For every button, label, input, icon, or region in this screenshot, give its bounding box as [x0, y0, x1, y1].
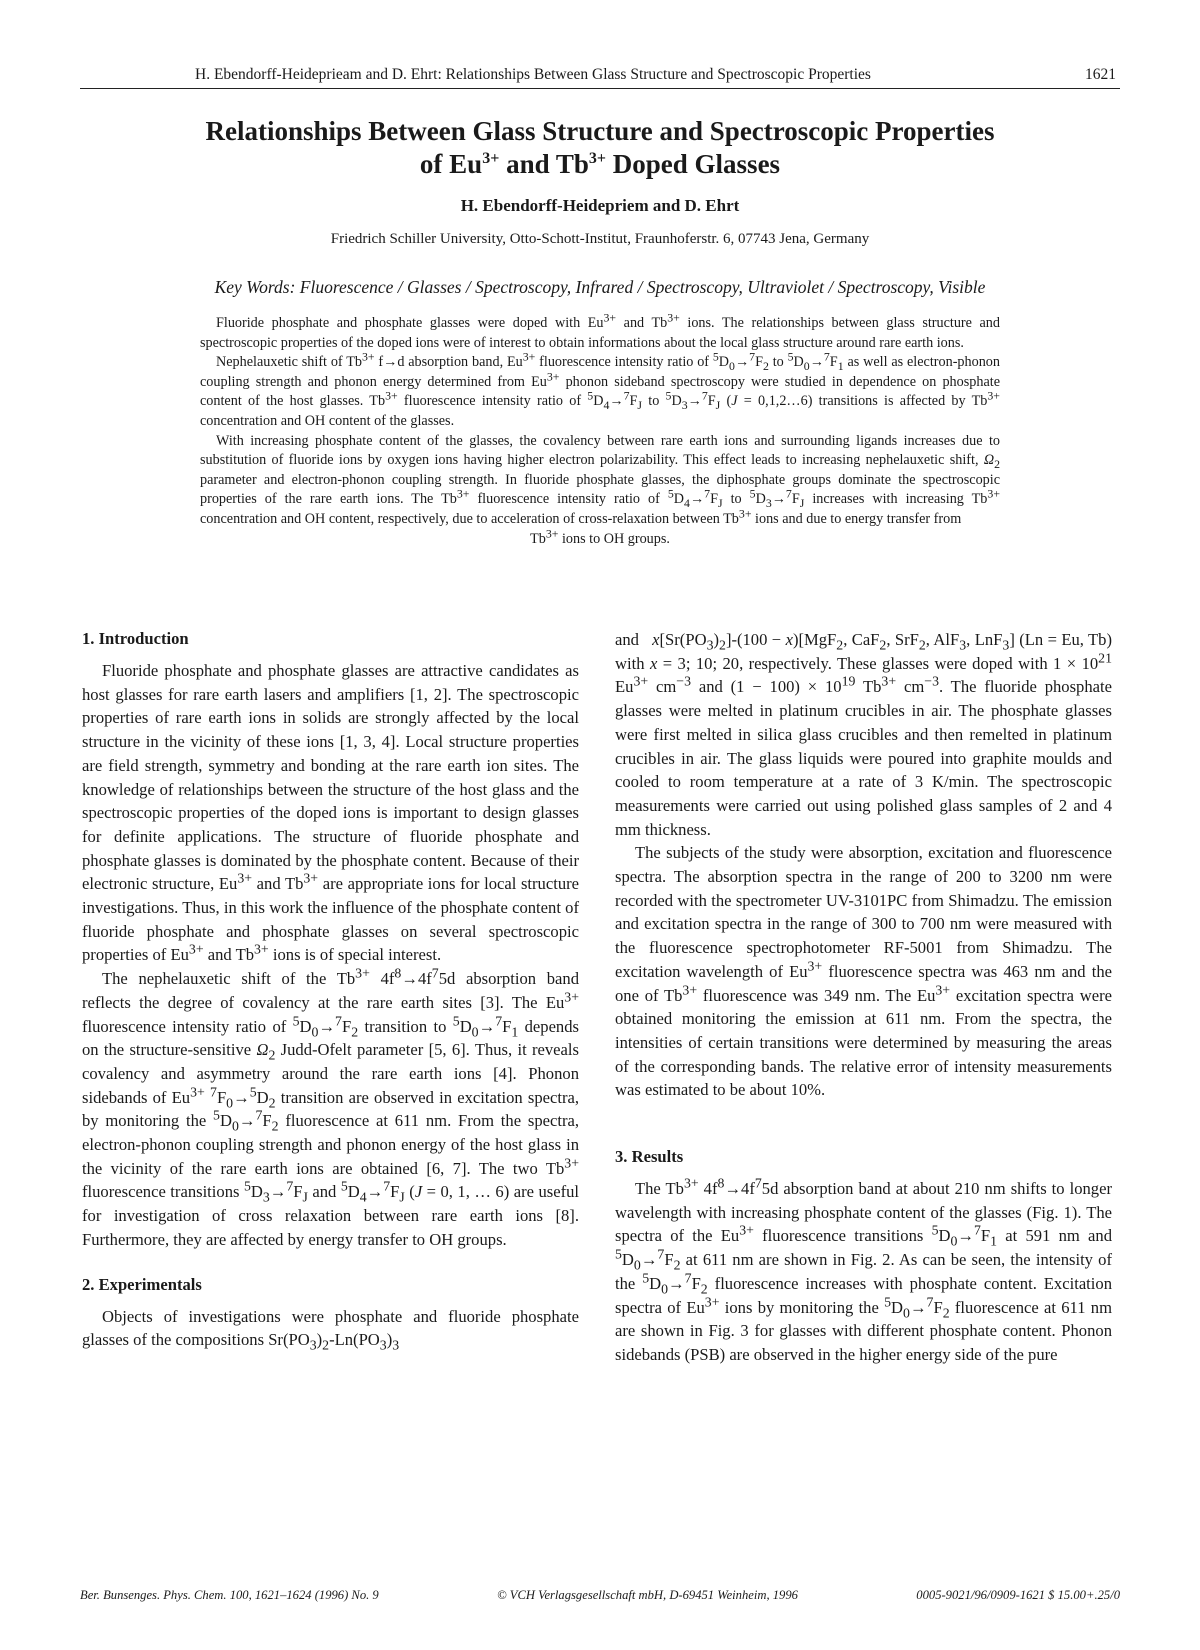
body-paragraph: The subjects of the study were absorption, excitation and fluorescence spectra. The absorption spectra in the range of 200 to 3200 nm were recorded with the spectrometer UV-3101PC from Shimadzu. The emission and excitation spectra in the range of 300 to 700 nm were measured with the fluorescence spectrophotometer RF-5001 from Shimadzu. The excitation wavelength of $Eu^{3+}$ fluorescence spectra was 463 nm and the one of $Tb^{3+}$ fluorescence was 349 nm. The $Eu^{3+}$ excitation spectra were obtained monitoring the emission at 611 nm. From the spectra, the intensities of certain transitions were determined by measuring the areas of the corresponding bands. The relative error of intensity measurements was estimated to be about 10%.	[615, 843, 1112, 1100]
abstract	[200, 310, 1000, 549]
body-paragraph: The nephelauxetic shift of the $Tb^{3+}$ $4f^8\to 4f^75d$ absorption band reflects the degree of covalency at the rare earth sites [3]. The $Eu^{3+}$ fluorescence intensity ratio of $^5D_0\to^7F_2$ transition to $^5D_0\to^7F_1$ depends on the structure-sensitive $\Omega_2$ Judd-Ofelt parameter [5, 6]. Thus, it reveals covalency and asymmetry around the rare earth ions [4]. Phonon sidebands of $Eu^{3+}$ $^7F_0\to^5D_2$ transition are observed in excitation spectra, by monitoring the $^5D_0\to^7F_2$ fluorescence at 611 nm. From the spectra, electron-phonon coupling strength and phonon energy of the host glass in the vicinity of the rare earth ions are obtained [6, 7]. The two $Tb^{3+}$ fluorescence transitions $^5D_3\to^7F_J$ and $^5D_4\to^7F_J$ (J = 0, 1, … 6) are useful for investigation of cross relaxation between rare earth ions [8]. Furthermore, they are affected by energy transfer to OH groups.	[82, 965, 580, 1249]
paper-title-line1: Relationships Between Glass Structure and Spectroscopic Properties	[205, 116, 995, 146]
running-title: H. Ebendorff-Heideprieam and D. Ehrt: Relationships Between Glass Structure and Spectroscopic Properties	[195, 66, 871, 83]
footer-journal: Ber. Bunsenges. Phys. Chem. 100, 1621–1624 (1996) No. 9	[80, 1588, 379, 1602]
abstract-paragraph: $Tb^{3+}$ ions to OH groups.	[530, 525, 670, 547]
abstract-paragraph: With increasing phosphate content of the glasses, the covalency between rare earth ions and surrounding ligands increases due to substitution of fluoride ions by oxygen ions having higher electron polarizability. This effect leads to increasing nephelauxetic shift, $\Omega_2$ parameter and electron-phonon coupling strength. In fluoride phosphate glasses, the diphosphate groups dominate the spectroscopic properties of the rare earth ions. The $Tb^{3+}$ fluorescence intensity ratio of $^5D_4\to^7F_J$ to $^5D_3\to^7F_J$ increases with increasing $Tb^{3+}$ concentration and OH content, respectively, due to acceleration of cross-relaxation between $Tb^{3+}$ ions and due to energy transfer from	[200, 432, 1000, 527]
left-column	[82, 628, 579, 1352]
body-paragraph: Objects of investigations were phosphate and fluoride phosphate glasses of the compositions $Sr(PO_3)_2-Ln(PO_3)_3$	[82, 1306, 579, 1353]
body-paragraph: and $x[Sr(PO_3)_2]-(100 - x)[MgF_2$, CaF$_2$, SrF$_2$, AlF$_3$, LnF$_3$] (Ln = Eu, Tb) with x = 3; 10; 20, respectively. These glasses were doped with $1 \times 10^{21}$ $Eu^{3+}$ $cm^{-3}$ and $(1 - 100) \times 10^{19}$ $Tb^{3+}$ $cm^{-3}$. The fluoride phosphate glasses were melted in platinum crucibles in air. The phosphate glasses were first melted in silica glass crucibles and then remelted in platinum crucibles in air. The glass liquids were poured into graphite moulds and cooled to room temperature at a rate of 3 K/min. The spectroscopic measurements were carried out using polished glass samples of 2 and 4 mm thickness.	[615, 630, 1112, 839]
right-column	[615, 628, 1112, 1367]
affiliation: Friedrich Schiller University, Otto-Schott-Institut, Fraunhoferstr. 6, 07743 Jena, Germany	[330, 231, 870, 247]
paper-title-line2: of $Eu^{3+}$ and $Tb^{3+}$ Doped Glasses	[419, 149, 781, 179]
body-paragraph: Fluoride phosphate and phosphate glasses are attractive candidates as host glasses for rare earth lasers and amplifiers [1, 2]. The spectroscopic properties of rare earth ions in solids are strongly affected by the local structure in the vicinity of these ions [1, 3, 4]. Local structure properties are field strength, symmetry and bonding at the rare earth ion sites. The knowledge of relationships between the structure of the host glass and the spectroscopic properties of the doped ions is important to design glasses for definite applications. The structure of fluoride phosphate and phosphate glasses is dominated by the phosphate content. Because of their electronic structure, $Eu^{3+}$ and $Tb^{3+}$ are appropriate ions for local structure investigations. Thus, in this work the influence of the phosphate content of fluoride phosphate and phosphate glasses on several spectroscopic properties of $Eu^{3+}$ and $Tb^{3+}$ ions is of special interest.	[82, 661, 580, 965]
abstract-paragraph: Nephelauxetic shift of $Tb^{3+}$ f→d absorption band, $Eu^{3+}$ fluorescence intensity ratio of $^5D_0\to^7F_2$ to $^5D_0\to^7F_1$ as well as electron-phonon coupling strength and phonon energy determined from $Eu^{3+}$ phonon sideband spectroscopy were studied in dependence on phosphate content of the host glasses. $Tb^{3+}$ fluorescence intensity ratio of $^5D_4\to^7F_J$ to $^5D_3\to^7F_J$ (J = 0,1,2…6) transitions is affected by $Tb^{3+}$ concentration and OH content of the glasses.	[200, 349, 1000, 429]
body-paragraph: The $Tb^{3+}$ $4f^8\to 4f^75d$ absorption band at about 210 nm shifts to longer wavelength with increasing phosphate content of the glasses (Fig. 1). The spectra of the $Eu^{3+}$ fluorescence transitions $^5D_0\to^7F_1$ at 591 nm and $^5D_0\to^7F_2$ at 611 nm are shown in Fig. 2. As can be seen, the intensity of the $^5D_0\to^7F_2$ fluorescence increases with phosphate content. Excitation spectra of $Eu^{3+}$ ions by monitoring the $^5D_0\to^7F_2$ fluorescence at 611 nm are shown in Fig. 3 for glasses with different phosphate content. Phonon sidebands (PSB) are observed in the higher energy side of the pure	[615, 1175, 1113, 1364]
running-head	[80, 64, 1120, 89]
section-heading-experimentals: 2. Experimentals	[82, 1274, 202, 1294]
paper-title	[100, 115, 1100, 181]
page-footer	[80, 1588, 1120, 1603]
footer-publisher: © VCH Verlagsgesellschaft mbH, D-69451 Weinheim, 1996	[497, 1588, 798, 1602]
keywords: Key Words: Fluorescence / Glasses / Spectroscopy, Infrared / Spectroscopy, Ultraviolet / Spectroscopy, Visible	[214, 277, 986, 297]
footer-code: 0005-9021/96/0909-1621 $ 15.00+.25/0	[916, 1588, 1120, 1602]
section-heading-results: 3. Results	[615, 1147, 684, 1167]
page-number: 1621	[1085, 66, 1116, 83]
authors: H. Ebendorff-Heidepriem and D. Ehrt	[460, 196, 740, 215]
section-heading-introduction: 1. Introduction	[82, 629, 189, 648]
abstract-paragraph: Fluoride phosphate and phosphate glasses were doped with $Eu^{3+}$ and $Tb^{3+}$ ions. The relationships between glass structure and spectroscopic properties of the doped ions were of interest to obtain informations about the local glass structure around rare earth ions.	[200, 310, 1000, 351]
